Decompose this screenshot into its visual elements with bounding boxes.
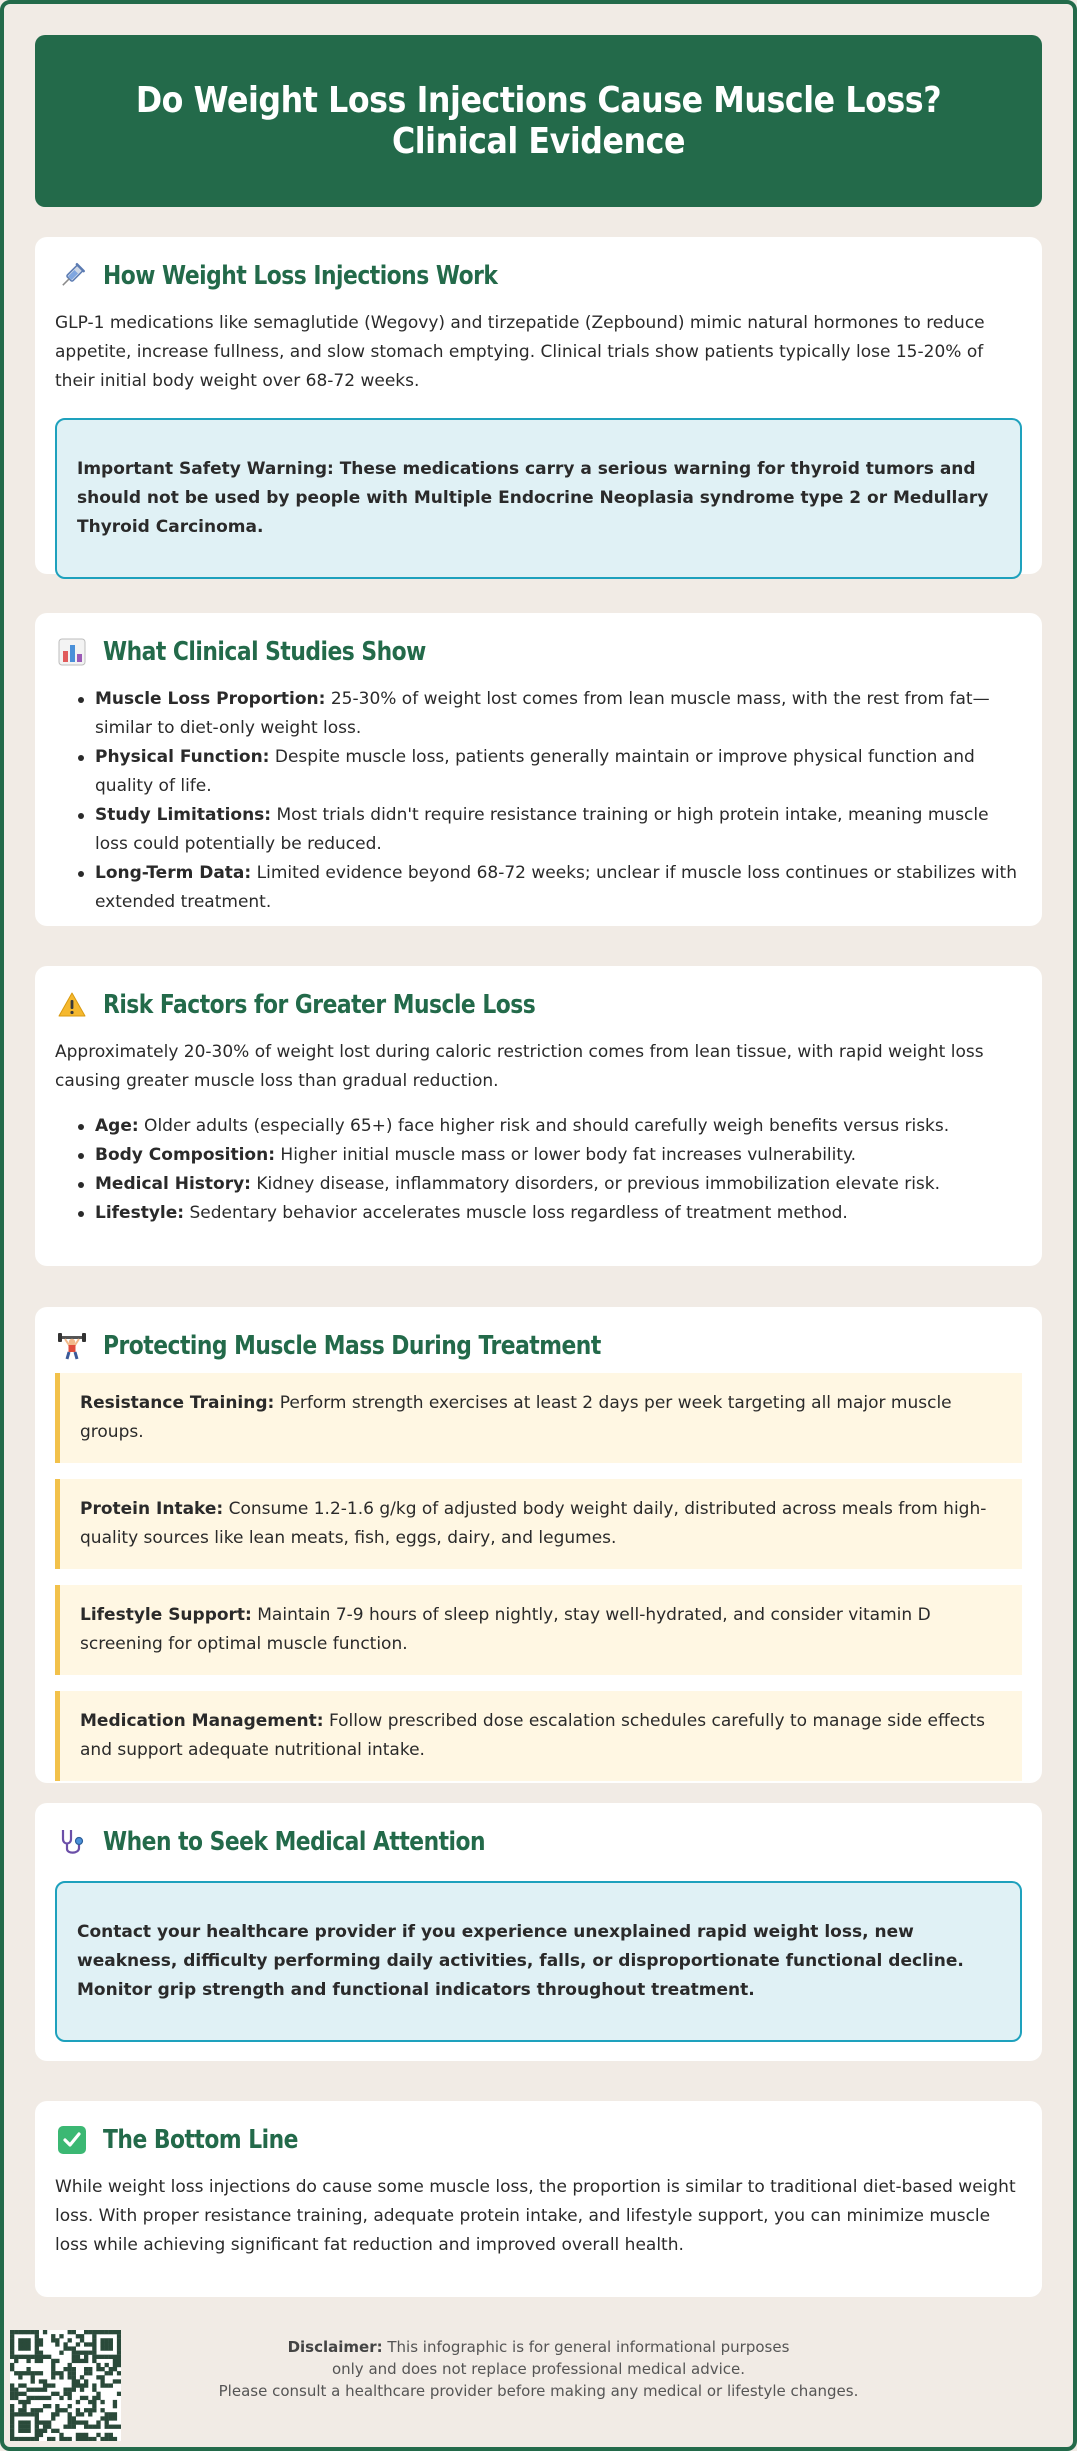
tip-label: Medication Management:: [80, 1711, 324, 1731]
item-text: 25-30% of weight lost comes from lean muscle mass, with the rest from fat—similar to diet-only weight loss.: [95, 689, 990, 738]
disclaimer-text: This infographic is for general informational purposes: [382, 2338, 790, 2356]
list-item: [75, 743, 1022, 801]
tip-label: Protein Intake:: [80, 1499, 224, 1519]
list-item: [75, 685, 1022, 743]
item-label: Lifestyle:: [95, 1203, 185, 1223]
tip-resistance-training: [55, 1373, 1022, 1463]
warning-icon: [55, 988, 89, 1022]
item-label: Body Composition:: [95, 1145, 276, 1165]
section-heading: Protecting Muscle Mass During Treatment: [103, 1331, 601, 1361]
syringe-icon: [55, 259, 89, 293]
list-item: [75, 1141, 1022, 1170]
section-header: [55, 1825, 1022, 1859]
section-bottom-line: [35, 2101, 1042, 2297]
section-header: [55, 259, 1022, 293]
item-text: Kidney disease, inflammatory disorders, or previous immobilization elevate risk.: [250, 1174, 941, 1194]
section-heading: Risk Factors for Greater Muscle Loss: [103, 990, 536, 1020]
list-item: [75, 1112, 1022, 1141]
section-protecting-muscle: [35, 1307, 1042, 1783]
page-title: Do Weight Loss Injections Cause Muscle Loss? Clinical Evidence: [135, 80, 942, 162]
disclaimer: [0, 2336, 1077, 2402]
disclaimer-label: Disclaimer:: [287, 2338, 383, 2356]
tip-medication-management: [55, 1691, 1022, 1781]
section-risk-factors: [35, 966, 1042, 1266]
page-header: [35, 35, 1042, 207]
item-text: Higher initial muscle mass or lower body fat increases vulnerability.: [275, 1145, 857, 1165]
tip-label: Resistance Training:: [80, 1393, 275, 1413]
qr-code-icon[interactable]: [10, 2330, 121, 2441]
risk-list: [75, 1112, 1022, 1228]
section-text: GLP-1 medications like semaglutide (Wegovy) and tirzepatide (Zepbound) mimic natural hormones to reduce appetite, increase fullness, and slow stomach emptying. Clinical trials show patients typically lose 15-20% of their initial body weight over 68-72 weeks.: [55, 313, 985, 391]
medical-attention-box: Contact your healthcare provider if you experience unexplained rapid weight loss, new weakness, difficulty performing daily activities, falls, or disproportionate functional decline. Monitor grip strength and functional indicators throughout treatment.: [55, 1881, 1022, 2042]
list-item: [75, 1199, 1022, 1228]
findings-list: [75, 685, 1022, 917]
item-label: Medical History:: [95, 1174, 251, 1194]
section-text: While weight loss injections do cause some muscle loss, the proportion is similar to traditional diet-based weight loss. With proper resistance training, adequate protein intake, and lifestyle support, you can minimize muscle loss while achieving significant fat reduction and improved overall health.: [55, 2177, 1016, 2255]
section-header: [55, 1329, 1022, 1363]
item-text: Most trials didn't require resistance training or high protein intake, meaning muscle loss could potentially be reduced.: [95, 805, 989, 854]
list-item: [75, 859, 1022, 917]
tip-text: Consume 1.2-1.6 g/kg of adjusted body weight daily, distributed across meals from high-quality sources like lean meats, fish, eggs, dairy, and legumes.: [80, 1499, 987, 1548]
section-clinical-studies: [35, 613, 1042, 926]
tip-label: Lifestyle Support:: [80, 1605, 252, 1625]
section-heading: What Clinical Studies Show: [103, 637, 426, 667]
section-heading: When to Seek Medical Attention: [103, 1827, 486, 1857]
stethoscope-icon: [55, 1825, 89, 1859]
tip-lifestyle-support: [55, 1585, 1022, 1675]
disclaimer-line-2: only and does not replace professional medical advice.: [331, 2360, 746, 2378]
section-seek-medical-attention: [35, 1803, 1042, 2061]
item-text: Sedentary behavior accelerates muscle loss regardless of treatment method.: [184, 1203, 848, 1223]
tip-text: Perform strength exercises at least 2 days per week targeting all major muscle groups.: [80, 1393, 952, 1442]
bar-chart-icon: [55, 635, 89, 669]
list-item: [75, 1170, 1022, 1199]
item-label: Study Limitations:: [95, 805, 272, 825]
item-text: Despite muscle loss, patients generally maintain or improve physical function and quality of life.: [95, 747, 975, 796]
page-footer: [0, 2330, 1077, 2440]
safety-warning-box: Important Safety Warning: These medications carry a serious warning for thyroid tumors and should not be used by people with Multiple Endocrine Neoplasia syndrome type 2 or Medullary Thyroid Carcinoma.: [55, 418, 1022, 579]
item-text: Limited evidence beyond 68-72 weeks; unclear if muscle loss continues or stabilizes with extended treatment.: [95, 863, 1017, 912]
item-label: Age:: [95, 1116, 139, 1136]
section-heading: The Bottom Line: [103, 2125, 298, 2155]
section-heading: How Weight Loss Injections Work: [103, 261, 498, 291]
check-icon: [55, 2123, 89, 2157]
item-label: Physical Function:: [95, 747, 270, 767]
section-header: [55, 2123, 1022, 2157]
section-intro: Approximately 20-30% of weight lost during caloric restriction comes from lean tissue, with rapid weight loss causing greater muscle loss than gradual reduction.: [55, 1042, 984, 1091]
weightlifter-icon: [55, 1329, 89, 1363]
tip-text: Follow prescribed dose escalation schedules carefully to manage side effects and support adequate nutritional intake.: [80, 1711, 986, 1760]
section-header: [55, 988, 1022, 1022]
disclaimer-line-3: Please consult a healthcare provider before making any medical or lifestyle changes.: [218, 2382, 859, 2400]
list-item: [75, 801, 1022, 859]
item-text: Older adults (especially 65+) face higher risk and should carefully weigh benefits versus risks.: [138, 1116, 950, 1136]
tip-text: Maintain 7-9 hours of sleep nightly, stay well-hydrated, and consider vitamin D screening for optimal muscle function.: [80, 1605, 931, 1654]
section-how-it-works: [35, 237, 1042, 574]
disclaimer-line-1: [0, 2336, 1077, 2358]
section-header: [55, 635, 1022, 669]
item-label: Muscle Loss Proportion:: [95, 689, 326, 709]
item-label: Long-Term Data:: [95, 863, 252, 883]
tip-protein-intake: [55, 1479, 1022, 1569]
